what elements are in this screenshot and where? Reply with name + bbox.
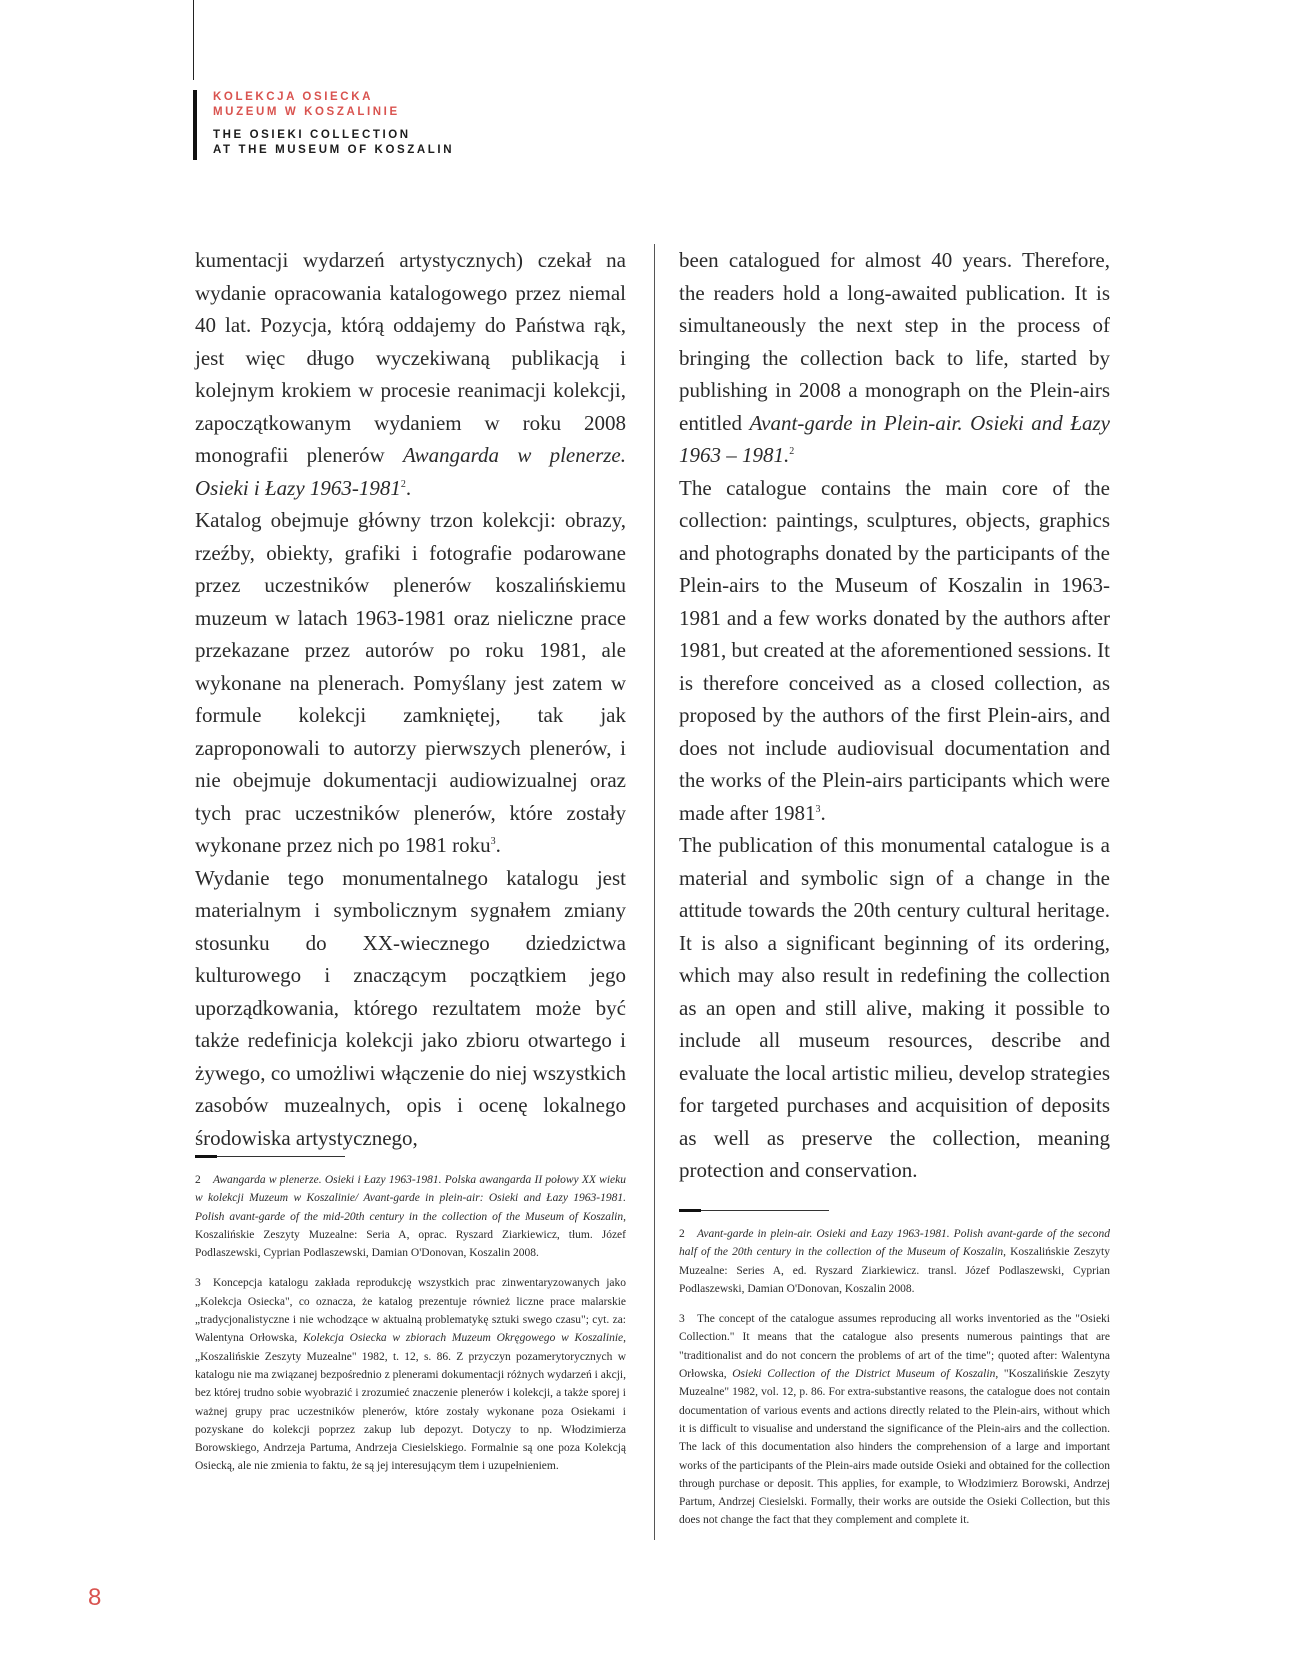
pl-p1-text: kumentacji wydarzeń artystycznych) czekał na wydanie opracowania katalogowego przez niemal 40 lat. Pozycja, którą oddajemy do Państwa rąk, jest więc długo wyczekiwaną publikacją i kolejnym krokiem w procesie reanimacji kolekcji, zapoczątkowanym wydaniem w roku 2008 monografii plenerów (195, 248, 626, 467)
en-fn2-number: 2 (679, 1228, 685, 1240)
en-p2-text: The catalogue contains the main core of the collection: paintings, sculptures, objects, graphics and photographs donated by the participants of the Plein-airs to the Museum of Koszalin in 1963-1981 and a few works donated by the authors after 1981, but created at the aforementioned sessions. It is therefore conceived as a closed collection, as proposed by the authors of the first Plein-airs, and does not include audiovisual documentation and the works of the Plein-airs participants which were made after 1981 (679, 475, 1110, 825)
pl-p2-footnote-ref: 3 (490, 836, 496, 847)
pl-footnote-rule (195, 1156, 345, 1157)
page-number: 8 (88, 1584, 102, 1611)
pl-fn3-title: Kolekcja Osiecka w zbiorach Muzeum Okręgowego w Koszalinie (303, 1332, 624, 1345)
pl-fn3-number: 3 (195, 1277, 201, 1290)
pl-paragraph-3: Wydanie tego monumentalnego katalogu jest materialnym i symbolicznym sygnałem zmiany stosunku do XX-wiecznego dziedzictwa kulturowego i znaczącym początkiem jego uporządkowania, którego rezultatem może być także redefinicja kolekcji jako zbioru otwartego i żywego, co umożliwi włączenie do niej wszystkich zasobów muzealnych, opis i ocenę lokalnego środowiska artystycznego, (195, 865, 626, 1150)
pl-p1-end: . (405, 475, 412, 500)
english-column (679, 244, 1110, 1187)
en-paragraph-3: The publication of this monumental catalogue is a material and symbolic sign of a change in the attitude towards the 20th century cultural heritage. It is also a significant beginning of its ordering, which may also result in redefining the collection as an open and still alive, making it possible to include all museum resources, describe and evaluate the local artistic milieu, develop strategies for targeted purchases and acquisition of deposits as well as preserve the collection, meaning protection and conservation. (679, 833, 1110, 1182)
en-p1-text: been catalogued for almost 40 years. Therefore, the readers hold a long-awaited publication. It is simultaneously the next step in the process of bringing the collection back to life, started by publishing in 2008 a monograph on the Plein-airs entitled (679, 248, 1110, 435)
pl-footnote-3 (195, 1274, 626, 1475)
en-fn3-number: 3 (679, 1313, 685, 1326)
en-footnotes (679, 1210, 1110, 1542)
pl-footnote-2 (195, 1171, 626, 1262)
en-paragraph-1 (679, 244, 1110, 472)
en-paragraph-2 (679, 472, 1110, 830)
en-fn3-text-b: , "Koszalińskie Zeszyty Muzealne" 1982, vol. 12, p. 86. For extra-substantive reasons, the catalogue does not contain documentation of various events and actions directly related to the Plein-airs, without which it is difficult to visualise and understand the significance of the Plein-airs and the collection. The lack of this documentation also hinders the comprehension of a large and important works of the participants of the Plein-airs made outside Osieki and obtained for the collection through purchase or deposit. This applies, for example, to Włodzimierz Borowski, Andrzej Partum, Andrzej Ciesielski. Formally, their works are outside the Osieki Collection, but this does not change the fact that they complement and complete it. (679, 1368, 1110, 1527)
header-pl-line1: KOLEKCJA OSIECKA (213, 91, 374, 103)
pl-p1-footnote-ref: 2 (400, 478, 406, 490)
header-bar (193, 90, 197, 160)
en-footnote-3 (679, 1310, 1110, 1530)
pl-fn2-rest: , Koszalińskie Zeszyty Muzealne: Seria A, oprac. Ryszard Ziarkiewicz, tłum. Józef Podlaszewski, Cyprian Podlaszewski, Damian O'Donovan, Koszalin 2008. (195, 1210, 626, 1260)
en-p2-footnote-ref: 3 (815, 803, 821, 815)
pl-fn3-text-a: Koncepcja katalogu zakłada reprodukcję wszystkich prac zinwentaryzowanych jako „Kolekcja Osiecka", co oznacza, że katalog prezentuje również liczne prace malarskie „tradycjonalistyczne i nie wchodzące w aktualną problematykę sztuki swego czasu"; cyt. za: Walentyna Orłowska, (195, 1277, 626, 1345)
pl-fn2-title: Awangarda w plenerze. Osieki i Łazy 1963-1981. Polska awangarda II połowy XX wieku w kolekcji Muzeum w Koszalinie/ Avant-garde in plein-air: Osieki and Łazy 1963-1981. Polish avant-garde of the mid-20th century in the collection of the Museum of Koszalin (195, 1174, 626, 1223)
pl-fn3-text-b: , „Koszalińskie Zeszyty Muzealne" 1982, t. 12, s. 86. Z przyczyn pozamerytorycznych w katalogu nie ma związanej bezpośrednio z plenerami dokumentacji różnych wydarzeń i akcji, bez której trudno sobie wyobrazić i zrozumieć znaczenie plenerów i kolekcji, a także sporej i ważnej grupy prac uczestników plenerów, które zostały wykonane poza Osiekami i pozyskane do kolekcji poprzez zakup lub depozyt. Dotyczy to np. Włodzimierza Borowskiego, Andrzeja Partuma, Andrzeja Ciesielskiego. Formalnie są one poza Kolekcją Osiecką, ale nie zmienia to faktu, że są jej interesującym tłem i uzupełnieniem. (195, 1332, 626, 1473)
pl-p2-end: . (495, 833, 501, 857)
en-p2-end: . (820, 800, 826, 825)
en-p1-footnote-ref: 2 (789, 446, 795, 457)
en-p1-title: Avant-garde in Plein-air. Osieki and Łazy 1963 – 1981. (679, 410, 1110, 467)
en-fn2-title: Avant-garde in plein-air. Osieki and Łazy 1963-1981. Polish avant-garde of the second half of the 20th century in the collection of the Museum of Koszalin (679, 1228, 1110, 1259)
header-en-line1: THE OSIEKI COLLECTION (213, 129, 411, 141)
header-en-line2: AT THE MUSEUM OF KOSZALIN (213, 144, 455, 156)
polish-column (195, 244, 626, 1154)
top-vertical-rule (193, 0, 194, 80)
en-footnote-rule (679, 1210, 829, 1211)
header-pl-line2: MUZEUM W KOSZALINIE (213, 106, 400, 118)
pl-footnotes (195, 1156, 626, 1488)
running-header (193, 90, 454, 158)
column-divider (654, 244, 655, 1540)
en-fn3-title: Osieki Collection of the District Museum of Koszalin (732, 1368, 996, 1381)
pl-p1-title: Awangarda w plenerze. Osieki i Łazy 1963-1981 (195, 443, 626, 500)
pl-fn2-number: 2 (195, 1174, 201, 1186)
pl-paragraph-1 (195, 244, 626, 504)
en-fn2-rest: , Koszalińskie Zeszyty Muzealne: Series A, ed. Ryszard Ziarkiewicz. transl. Józef Podlaszewski, Cyprian Podlaszewski, Damian O'Donovan, Koszalin 2008. (679, 1246, 1110, 1295)
en-fn3-text-a: The concept of the catalogue assumes reproducing all works inventoried as the "Osieki Collection." It means that the catalogue also presents numerous paintings that are "traditionalist and do not concern the problems of art of the time"; quoted after: Walentyna Orłowska, (679, 1313, 1110, 1381)
pl-paragraph-2 (195, 504, 626, 862)
pl-p2-text: Katalog obejmuje główny trzon kolekcji: obrazy, rzeźby, obiekty, grafiki i fotografie podarowane przez uczestników plenerów koszalińskiemu muzeum w latach 1963-1981 oraz nieliczne prace przekazane przez autorów po roku 1981, ale wykonane na plenerach. Pomyślany jest zatem w formule kolekcji zamkniętej, tak jak zaproponowali to autorzy pierwszych plenerów, i nie obejmuje dokumentacji audiowizualnej oraz tych prac uczestników plenerów, które zostały wykonane przez nich po 1981 roku (195, 508, 626, 857)
en-footnote-2 (679, 1225, 1110, 1298)
